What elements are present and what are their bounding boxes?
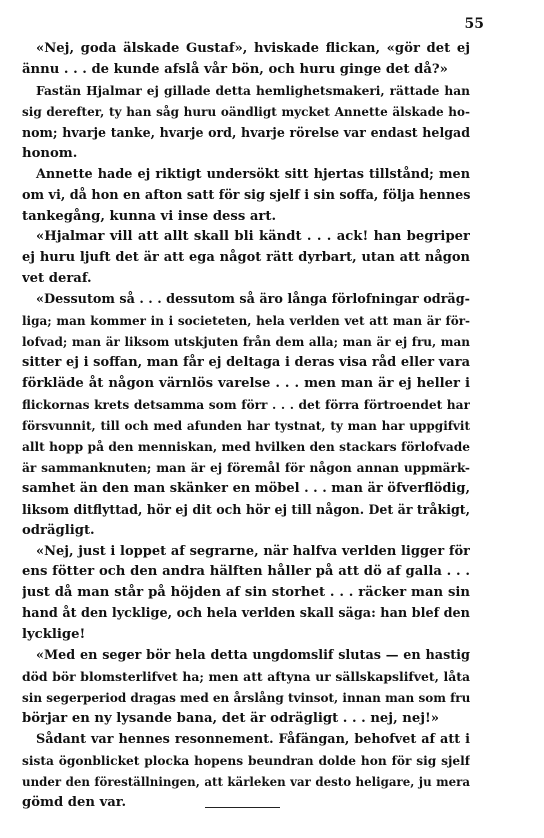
text-line: flickornas krets detsamma som förr . . . det förra förtroendet har: [22, 397, 470, 412]
text-line: Fastän Hjalmar ej gillade detta hemlighetsmakeri, rättade han: [36, 83, 470, 98]
text-line: liga; man kommer in i societeten, hela verlden vet att man är för-: [22, 314, 470, 329]
text-line: Annette hade ej riktigt undersökt sitt hjertas tillstånd; men: [36, 166, 470, 182]
text-line: sig derefter, ty han såg huru oändligt mycket Annette älskade ho-: [22, 104, 470, 119]
text-line: under den föreställningen, att kärleken var desto heligare, ju mera: [22, 774, 470, 789]
text-line: «Nej, just i loppet af segrarne, när halfva verlden ligger för: [36, 543, 470, 559]
text-line: död bör blomsterlifvet ha; men att aftyna ur sällskapslifvet, låta: [22, 669, 470, 685]
text-line: sista ögonblicket plocka hopens beundran dolde hon för sig sjelf: [22, 753, 470, 768]
text-line: ens fötter och den andra hälften håller på att dö af galla . . .: [22, 564, 470, 580]
body-text: [22, 39, 470, 814]
text-line: odrägligt.: [22, 522, 95, 538]
paragraph: [22, 290, 470, 541]
text-line: «Med en seger bör hela detta ungdomslif slutas — en hastig: [36, 648, 470, 664]
text-line: «Dessutom så . . . dessutom så äro långa förlofningar odräg-: [36, 292, 470, 308]
text-line: tankegång, kunna vi inse dess art.: [22, 208, 277, 224]
paragraph: [22, 730, 470, 814]
text-line: liksom ditflyttad, hör ej dit och hör ej till någon. Det är tråkigt,: [22, 501, 470, 517]
text-line: «Hjalmar vill att allt skall bli kändt . . . ack! han begriper: [36, 229, 470, 245]
text-line: lofvad; man är liksom utskjuten från dem alla; man är ej fru, man: [22, 335, 470, 350]
text-line: honom.: [22, 145, 78, 161]
text-line: hand åt den lycklige, och hela verlden skall säga: han blef den: [22, 606, 470, 622]
text-line: om vi, då hon en afton satt för sig sjelf i sin soffa, följa hennes: [22, 187, 470, 203]
text-line: ej huru ljuft det är att ega något rätt dyrbart, utan att någon: [22, 250, 470, 266]
text-line: sin segerperiod dragas med en årslång tvinsot, innan man som fru: [22, 691, 470, 706]
text-line: samhet än den man skänker en möbel . . . man är öfverflödig,: [22, 480, 470, 496]
paragraph: [22, 227, 470, 290]
paragraph: [22, 646, 470, 730]
text-line: börjar en ny lysande bana, det är odrägligt . . . nej, nej!»: [22, 711, 440, 726]
text-line: nom; hvarje tanke, hvarje ord, hvarje rörelse var endast helgad: [22, 124, 470, 140]
text-line: just då man står på höjden af sin storhet . . . räcker man sin: [22, 585, 470, 601]
paragraph: [22, 39, 470, 81]
text-line: är sammanknuten; man är ej föremål för någon annan uppmärk-: [22, 460, 470, 475]
text-line: lycklige!: [22, 627, 86, 643]
text-line: försvunnit, till och med afunden har tystnat, ty man har uppgifvit: [22, 418, 470, 433]
text-line: vet deraf.: [22, 271, 92, 287]
text-line: sitter ej i soffan, man får ej deltaga i deras visa råd eller vara: [22, 355, 470, 371]
section-divider: [205, 807, 280, 808]
text-line: «Nej, goda älskade Gustaf», hviskade flickan, «gör det ej: [36, 41, 470, 56]
paragraph: [22, 542, 470, 647]
paragraph: [22, 81, 470, 165]
text-line: ännu . . . de kunde afslå vår bön, och huru ginge det då?»: [22, 61, 448, 77]
text-line: gömd den var.: [22, 794, 127, 810]
text-line: allt hopp på den menniskan, med hvilken den stackars förlofvade: [22, 439, 470, 454]
paragraph: [22, 165, 470, 228]
text-line: Sådant var hennes resonnement. Fåfängan, behofvet af att i: [36, 731, 470, 747]
page-number: 55: [464, 16, 484, 32]
text-line: förkläde åt någon värnlös varelse . . . men man är ej heller i: [22, 376, 470, 391]
